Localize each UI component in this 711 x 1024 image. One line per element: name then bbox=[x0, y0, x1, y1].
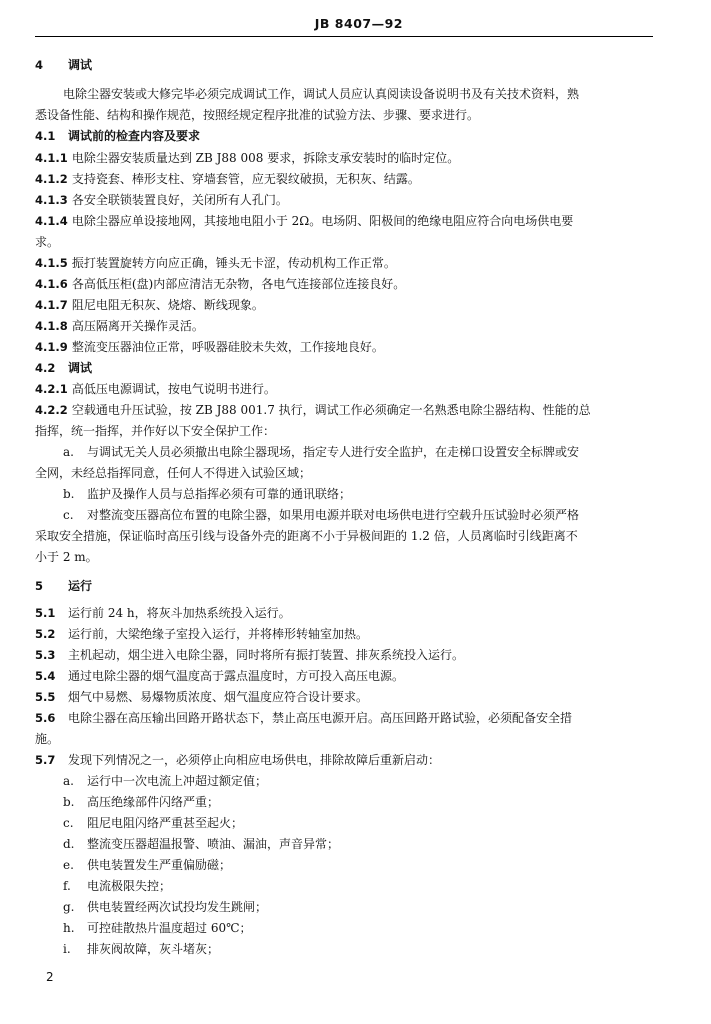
item-4-1-2: 4.1.2 支持瓷套、棒形支柱、穿墙套管，应无裂纹破损，无积灰、结露。 bbox=[35, 172, 420, 186]
item-5-1: 5.1 运行前 24 h，将灰斗加热系统投入运行。 bbox=[35, 606, 291, 620]
item-5-7: 5.7 发现下列情况之一，必须停止向相应电场供电，排除故障后重新启动： bbox=[35, 753, 441, 767]
list-item: a. 运行中一次电流上冲超过额定值； bbox=[63, 774, 268, 788]
section-4-intro-line1: 电除尘器安装或大修完毕必须完成调试工作，调试人员应认真阅读设备说明书及有关技术资料，熟 bbox=[63, 87, 580, 101]
item-4-1-4-cont: 求。 bbox=[35, 235, 60, 249]
item-4-2-2-cont: 指挥，统一指挥，并作好以下安全保护工作： bbox=[35, 424, 276, 438]
item-4-1-6: 4.1.6 各高低压柜(盘)内部应清洁无杂物，各电气连接部位连接良好。 bbox=[35, 277, 406, 291]
item-4-1-8: 4.1.8 高压隔离开关操作灵活。 bbox=[35, 319, 204, 333]
item-4-2-2-c: c. 对整流变压器高位布置的电除尘器，如果用电源并联对电场供电进行空载升压试验时必须严格 bbox=[63, 508, 580, 522]
item-4-2-2-a-cont: 全网，未经总指挥同意，任何人不得进入试验区域； bbox=[35, 466, 312, 480]
list-item: f. 电流极限失控； bbox=[63, 879, 172, 893]
item-4-1-4: 4.1.4 电除尘器应单设接地网，其接地电阻小于 2Ω。电场阴、阳极间的绝缘电阻应符合向电场供电要 bbox=[35, 214, 574, 228]
list-item: g. 供电装置经两次试投均发生跳闸； bbox=[63, 900, 268, 914]
list-item: c. 阻尼电阻闪络严重甚至起火； bbox=[63, 816, 244, 830]
item-5-6: 5.6 电除尘器在高压输出回路开路状态下，禁止高压电源开启。高压回路开路试验，必须配备安全措 bbox=[35, 711, 573, 725]
list-item: h. 可控硅散热片温度超过 60℃； bbox=[63, 921, 252, 935]
item-4-2-1: 4.2.1 高低压电源调试，按电气说明书进行。 bbox=[35, 382, 276, 396]
list-item: i. 排灰阀故障，灰斗堵灰； bbox=[63, 942, 220, 956]
item-4-2-2: 4.2.2 空载通电升压试验，按 ZB J88 001.7 执行，调试工作必须确定一名熟悉电除尘器结构、性能的总 bbox=[35, 403, 591, 417]
section-4-heading: 4 调试 bbox=[35, 58, 93, 72]
item-4-1-9: 4.1.9 整流变压器油位正常，呼吸器硅胶未失效，工作接地良好。 bbox=[35, 340, 384, 354]
section-4-2-heading: 4.2 调试 bbox=[35, 361, 93, 375]
item-5-6-cont: 施。 bbox=[35, 732, 60, 746]
list-item: e. 供电装置发生严重偏励磁； bbox=[63, 858, 232, 872]
item-4-2-2-a: a. 与调试无关人员必须撤出电除尘器现场，指定专人进行安全监护，在走梯口设置安全标牌或安 bbox=[63, 445, 580, 459]
item-5-3: 5.3 主机起动，烟尘进入电除尘器，同时将所有振打装置、排灰系统投入运行。 bbox=[35, 648, 465, 662]
section-4-intro-line2: 悉设备性能、结构和操作规范，按照经规定程序批准的试验方法、步骤、要求进行。 bbox=[35, 108, 480, 122]
item-4-2-2-b: b. 监护及操作人员与总指挥必须有可靠的通讯联络； bbox=[63, 487, 352, 501]
item-5-5: 5.5 烟气中易燃、易爆物质浓度、烟气温度应符合设计要求。 bbox=[35, 690, 369, 704]
item-4-1-5: 4.1.5 振打装置旋转方向应正确，锤头无卡涩，传动机构工作正常。 bbox=[35, 256, 396, 270]
standard-code: JB 8407—92 bbox=[314, 16, 403, 31]
section-5-heading: 5 运行 bbox=[35, 579, 93, 593]
page-header bbox=[35, 14, 653, 37]
list-item: b. 高压绝缘部件闪络严重； bbox=[63, 795, 220, 809]
item-4-2-2-c-cont1: 采取安全措施，保证临时高压引线与设备外壳的距离不小于异极间距的 1.2 倍，人员离临时引线距离不 bbox=[35, 529, 578, 543]
list-item: d. 整流变压器超温报警、喷油、漏油，声音异常； bbox=[63, 837, 340, 851]
item-4-1-3: 4.1.3 各安全联锁装置良好，关闭所有人孔门。 bbox=[35, 193, 288, 207]
item-4-1-1: 4.1.1 电除尘器安装质量达到 ZB J88 008 要求，拆除支承安装时的临时定位。 bbox=[35, 151, 460, 165]
page-number: 2 bbox=[46, 970, 54, 984]
item-4-1-7: 4.1.7 阻尼电阻无积灰、烧熔、断线现象。 bbox=[35, 298, 264, 312]
item-4-2-2-c-cont2: 小于 2 m。 bbox=[35, 550, 98, 564]
item-5-2: 5.2 运行前，大梁绝缘子室投入运行，并将棒形转轴室加热。 bbox=[35, 627, 369, 641]
item-5-4: 5.4 通过电除尘器的烟气温度高于露点温度时，方可投入高压电源。 bbox=[35, 669, 405, 683]
section-4-1-heading: 4.1 调试前的检查内容及要求 bbox=[35, 129, 201, 143]
